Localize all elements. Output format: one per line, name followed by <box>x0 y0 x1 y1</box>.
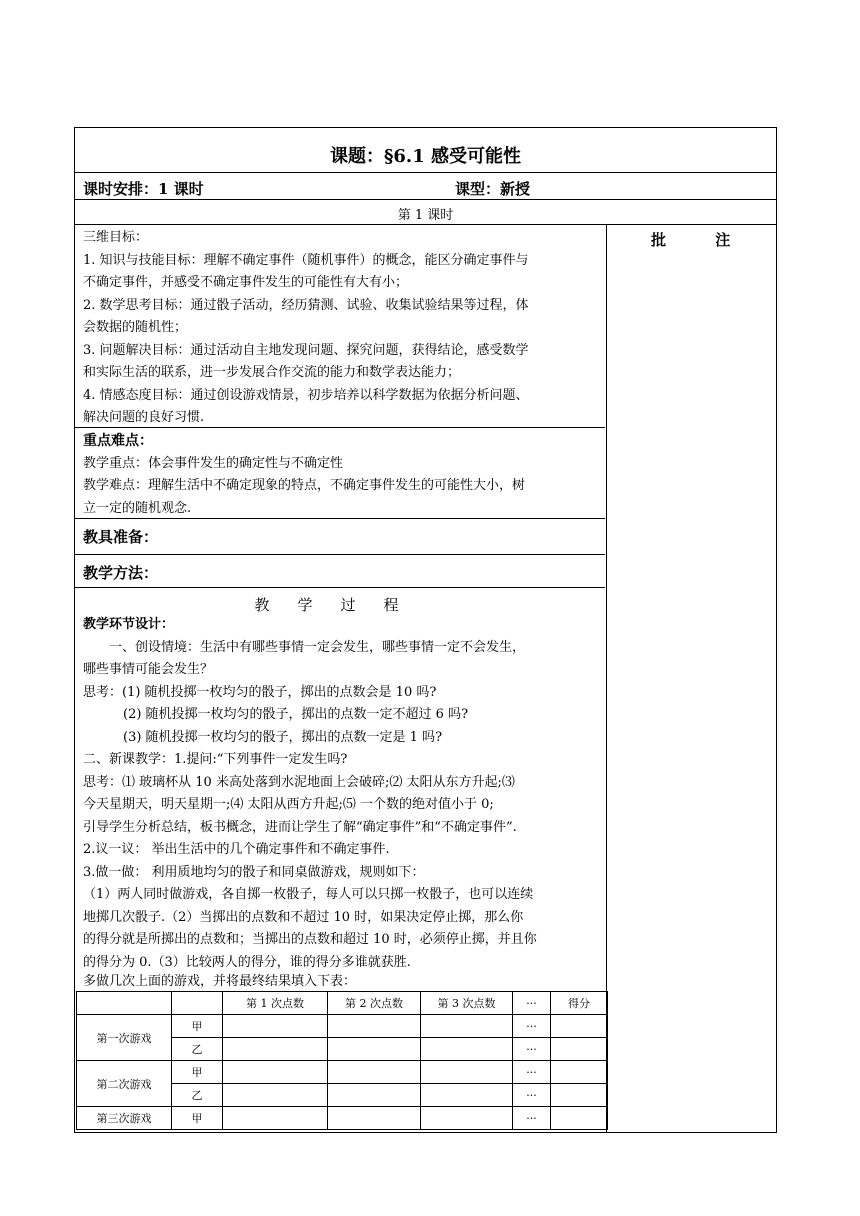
table-header-cell: 第 3 次点数 <box>421 992 513 1015</box>
process-line: (2) 随机投掷一枚均匀的骰子，掷出的点数一定不超过 6 吗? <box>123 707 469 722</box>
ellipsis-cell: ··· <box>513 1015 551 1038</box>
divider <box>75 172 776 173</box>
process-line: (3) 随机投掷一枚均匀的骰子，掷出的点数一定是 1 吗? <box>123 729 443 745</box>
score-cell[interactable] <box>421 1061 513 1084</box>
table-header-cell <box>172 992 223 1015</box>
ellipsis-cell: ··· <box>513 1084 551 1107</box>
process-line: （1）两人同时做游戏，各自掷一枚骰子，每人可以只掷一枚骰子，也可以连续 <box>83 887 534 902</box>
ellipsis-cell: ··· <box>513 1107 551 1130</box>
score-cell[interactable] <box>328 1038 421 1061</box>
player-label: 甲 <box>172 1061 223 1084</box>
process-line: 二、新课教学：1.提问:“下列事件一定发生吗? <box>83 752 348 767</box>
player-label: 乙 <box>172 1084 223 1107</box>
tools-heading: 教具准备： <box>83 528 159 546</box>
process-design-heading: 教学环节设计： <box>83 617 175 632</box>
period-label: 第 1 课时 <box>397 208 454 223</box>
score-cell[interactable] <box>421 1015 513 1038</box>
process-line: 思考：⑴ 玻璃杯从 10 米高处落到水泥地面上会破碎;⑵ 太阳从东方升起;⑶ <box>83 774 515 790</box>
goals-line: 解决问题的良好习惯. <box>83 410 205 425</box>
table-header-cell: 得分 <box>551 992 608 1015</box>
score-cell[interactable] <box>223 1061 328 1084</box>
player-label: 甲 <box>172 1107 223 1130</box>
total-cell[interactable] <box>551 1084 608 1107</box>
ellipsis-cell: ··· <box>513 1038 551 1061</box>
lesson-title: 课题：§6.1 感受可能性 <box>330 146 521 167</box>
notes-header: 批 注 <box>651 231 753 249</box>
player-label: 甲 <box>172 1015 223 1038</box>
score-cell[interactable] <box>328 1061 421 1084</box>
score-cell[interactable] <box>223 1038 328 1061</box>
total-cell[interactable] <box>551 1107 608 1130</box>
goals-heading: 三维目标： <box>83 230 149 245</box>
process-line: 的得分就是所掷出的点数和；当掷出的点数和超过 10 时，必须停止掷，并且你 <box>83 932 537 947</box>
process-line: 2.议一议： 举出生活中的几个确定事件和不确定事件. <box>83 842 390 857</box>
class-schedule: 课时安排：1 课时 <box>83 180 204 198</box>
process-line: 今天星期天，明天星期一;⑷ 太阳从西方升起;⑸ 一个数的绝对值小于 0; <box>83 797 494 812</box>
ellipsis-cell: ··· <box>513 1061 551 1084</box>
table-header-row <box>77 992 608 1015</box>
table-row <box>77 1015 608 1038</box>
game-label: 第二次游戏 <box>77 1061 172 1107</box>
key-points-line: 教学重点：体会事件发生的确定性与不确定性 <box>83 455 344 471</box>
total-cell[interactable] <box>551 1015 608 1038</box>
process-line: 多做几次上面的游戏，并将最终结果填入下表： <box>83 974 357 989</box>
process-line: 的得分为 0.（3）比较两人的得分，谁的得分多谁就获胜. <box>83 954 411 970</box>
course-type: 课型：新授 <box>455 180 531 198</box>
player-label: 乙 <box>172 1038 223 1061</box>
goals-line: 3. 问题解决目标：通过活动自主地发现问题、探究问题，获得结论，感受数学 <box>83 342 529 358</box>
process-line: 思考：(1) 随机投掷一枚均匀的骰子，掷出的点数会是 10 吗? <box>83 684 437 700</box>
table-header-cell: 第 1 次点数 <box>223 992 328 1015</box>
divider <box>75 587 605 588</box>
score-cell[interactable] <box>223 1084 328 1107</box>
table-header-cell: 第 2 次点数 <box>328 992 421 1015</box>
process-line: 3.做一做： 利用质地均匀的骰子和同桌做游戏，规则如下： <box>83 864 425 880</box>
score-cell[interactable] <box>421 1084 513 1107</box>
divider <box>75 224 776 225</box>
process-line: 哪些事情可能会发生？ <box>83 662 214 677</box>
goals-line: 会数据的随机性； <box>83 320 188 335</box>
score-cell[interactable] <box>328 1015 421 1038</box>
divider <box>75 554 605 555</box>
score-table <box>76 991 608 1130</box>
goals-line: 不确定事件，并感受不确定事件发生的可能性有大有小； <box>83 275 409 290</box>
lesson-plan-frame <box>74 127 777 1133</box>
divider <box>75 199 776 200</box>
methods-heading: 教学方法： <box>83 564 159 582</box>
table-header-cell: ··· <box>513 992 551 1015</box>
score-cell[interactable] <box>421 1107 513 1130</box>
total-cell[interactable] <box>551 1061 608 1084</box>
score-cell[interactable] <box>328 1107 421 1130</box>
divider <box>75 518 605 519</box>
process-line: 引导学生分析总结，板书概念，进而让学生了解“确定事件”和“不确定事件”. <box>83 819 517 835</box>
game-label: 第一次游戏 <box>77 1015 172 1061</box>
process-title: 教学过程 <box>254 596 427 614</box>
goals-section <box>83 227 603 430</box>
game-label: 第三次游戏 <box>77 1107 172 1130</box>
table-header-cell <box>77 992 172 1015</box>
goals-line: 1. 知识与技能目标：理解不确定事件（随机事件）的概念，能区分确定事件与 <box>83 252 529 268</box>
divider <box>75 427 605 428</box>
goals-line: 和实际生活的联系，进一步发展合作交流的能力和数学表达能力； <box>83 365 461 380</box>
total-cell[interactable] <box>551 1038 608 1061</box>
goals-line: 2. 数学思考目标：通过骰子活动，经历猜测、试验、收集试验结果等过程，体 <box>83 297 529 313</box>
key-points-heading: 重点难点： <box>83 433 153 449</box>
process-section <box>83 614 605 990</box>
score-cell[interactable] <box>223 1107 328 1130</box>
score-cell[interactable] <box>223 1015 328 1038</box>
score-cell[interactable] <box>421 1038 513 1061</box>
key-points-line: 教学难点：理解生活中不确定现象的特点，不确定事件发生的可能性大小，树 <box>83 478 526 493</box>
goals-line: 4. 情感态度目标：通过创设游戏情景，初步培养以科学数据为依据分析问题、 <box>83 387 529 403</box>
process-line: 一、创设情境：生活中有哪些事情一定会发生，哪些事情一定不会发生， <box>109 639 526 655</box>
table-row <box>77 1061 608 1084</box>
process-line: 地掷几次骰子.（2）当掷出的点数和不超过 10 时，如果决定停止掷，那么你 <box>83 909 524 925</box>
key-points-line: 立一定的随机观念. <box>83 500 192 516</box>
key-points-section <box>83 430 603 520</box>
table-row <box>77 1107 608 1130</box>
score-cell[interactable] <box>328 1084 421 1107</box>
